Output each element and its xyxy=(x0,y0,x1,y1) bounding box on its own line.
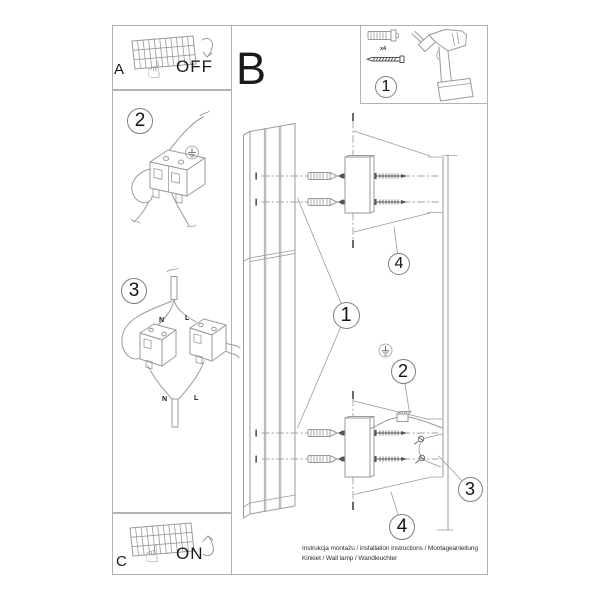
callout-main-1: 1 xyxy=(333,302,360,329)
wire-n-top-label: N xyxy=(159,317,165,324)
callout-leaders xyxy=(298,198,462,515)
earth-symbol-icon xyxy=(186,146,199,159)
callout-main-4-bottom: 4 xyxy=(389,514,415,540)
earth-symbol-icon xyxy=(379,344,392,357)
pointing-hand-icon: ☝ xyxy=(145,542,160,568)
callout-main-2: 2 xyxy=(391,359,416,384)
wall-edge xyxy=(429,155,457,530)
mounting-screw-glyph xyxy=(374,456,407,462)
wall-plug-glyph xyxy=(308,199,346,206)
section-b-title: B xyxy=(236,43,267,94)
wire-n-bottom-label: N xyxy=(162,396,168,403)
callout-wiring-3: 3 xyxy=(121,278,147,304)
screw-icon xyxy=(367,56,404,63)
wall-plug-glyph xyxy=(308,430,346,437)
panel-a-label: A xyxy=(114,61,125,78)
mounting-screw-glyph xyxy=(374,173,407,179)
panel-c-label: C xyxy=(116,553,127,570)
switch-off-label: OFF xyxy=(176,57,213,76)
switch-on-label: ON xyxy=(176,544,204,563)
wall-plug-glyph xyxy=(308,173,346,180)
callout-tools-1: 1 xyxy=(375,76,397,98)
arrow-down-icon xyxy=(202,38,212,57)
mounting-bracket-top xyxy=(345,131,442,232)
mounting-screw-glyph xyxy=(374,430,407,436)
arrow-up-icon xyxy=(203,536,213,556)
callout-wiring-2: 2 xyxy=(127,108,153,134)
drill-icon xyxy=(412,30,473,102)
wall-plug-glyph xyxy=(308,456,346,463)
wall-plug-icon xyxy=(368,30,399,41)
mounting-screw-glyph xyxy=(374,199,407,205)
callout-main-3: 3 xyxy=(458,477,483,502)
fixings-quantity-label: x4 xyxy=(380,45,387,52)
wire-l-top-label: L xyxy=(185,315,190,322)
footer-line-1: Instrukcja montażu / installation instructions / Montageanleitung xyxy=(302,545,478,552)
pointing-hand-icon: ☝ xyxy=(147,58,162,84)
callout-main-4-top: 4 xyxy=(388,253,410,275)
mounting-bracket-bottom xyxy=(345,401,429,495)
terminal-screw-icon xyxy=(415,436,424,444)
footer-line-2: Kinkiet / Wall lamp / Wandleuchter xyxy=(302,555,398,562)
wire-l-bottom-label: L xyxy=(194,395,199,402)
